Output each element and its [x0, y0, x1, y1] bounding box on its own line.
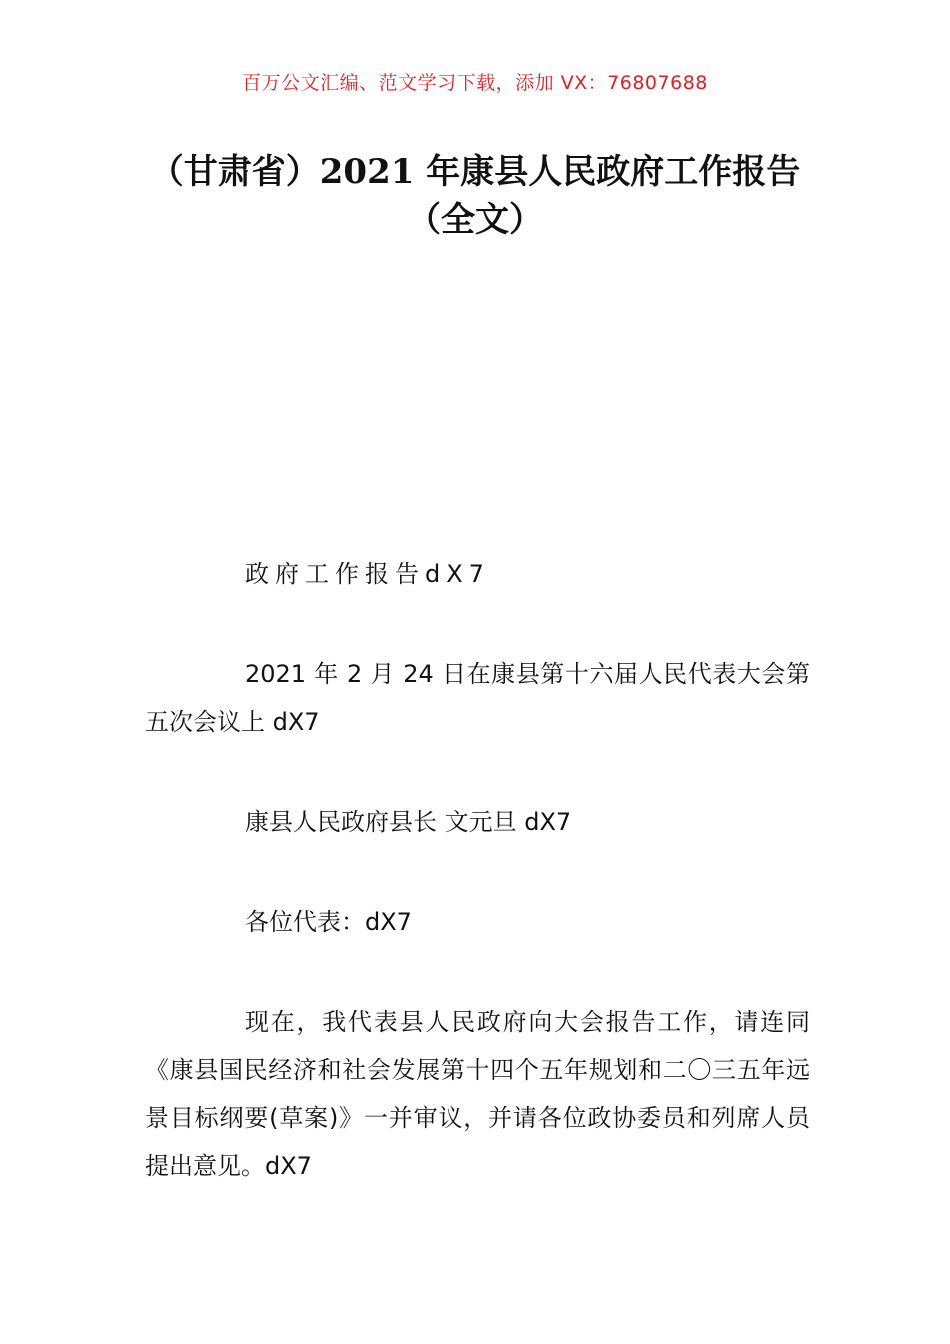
document-body — [145, 550, 810, 1242]
header-watermark-note: 百万公文汇编、范文学习下载，添加 VX：76807688 — [242, 72, 708, 94]
paragraph-report-heading: 政府工作报告dX7 — [245, 560, 490, 588]
paragraph-salutation: 各位代表：dX7 — [245, 908, 412, 936]
paragraph-intro: 现在，我代表县人民政府向大会报告工作，请连同《康县国民经济和社会发展第十四个五年规划和二〇三五年远景目标纲要(草案)》一并审议，并请各位政协委员和列席人员提出意见。dX7 — [145, 1008, 810, 1180]
paragraph-speaker: 康县人民政府县长 文元旦 dX7 — [245, 808, 572, 836]
title-line-2: （全文） — [407, 200, 543, 240]
paragraph-meeting-date: 2021 年 2 月 24 日在康县第十六届人民代表大会第五次会议上 dX7 — [145, 660, 810, 736]
document-title — [0, 148, 950, 244]
title-line-1: （甘肃省）2021 年康县人民政府工作报告 — [149, 152, 801, 192]
